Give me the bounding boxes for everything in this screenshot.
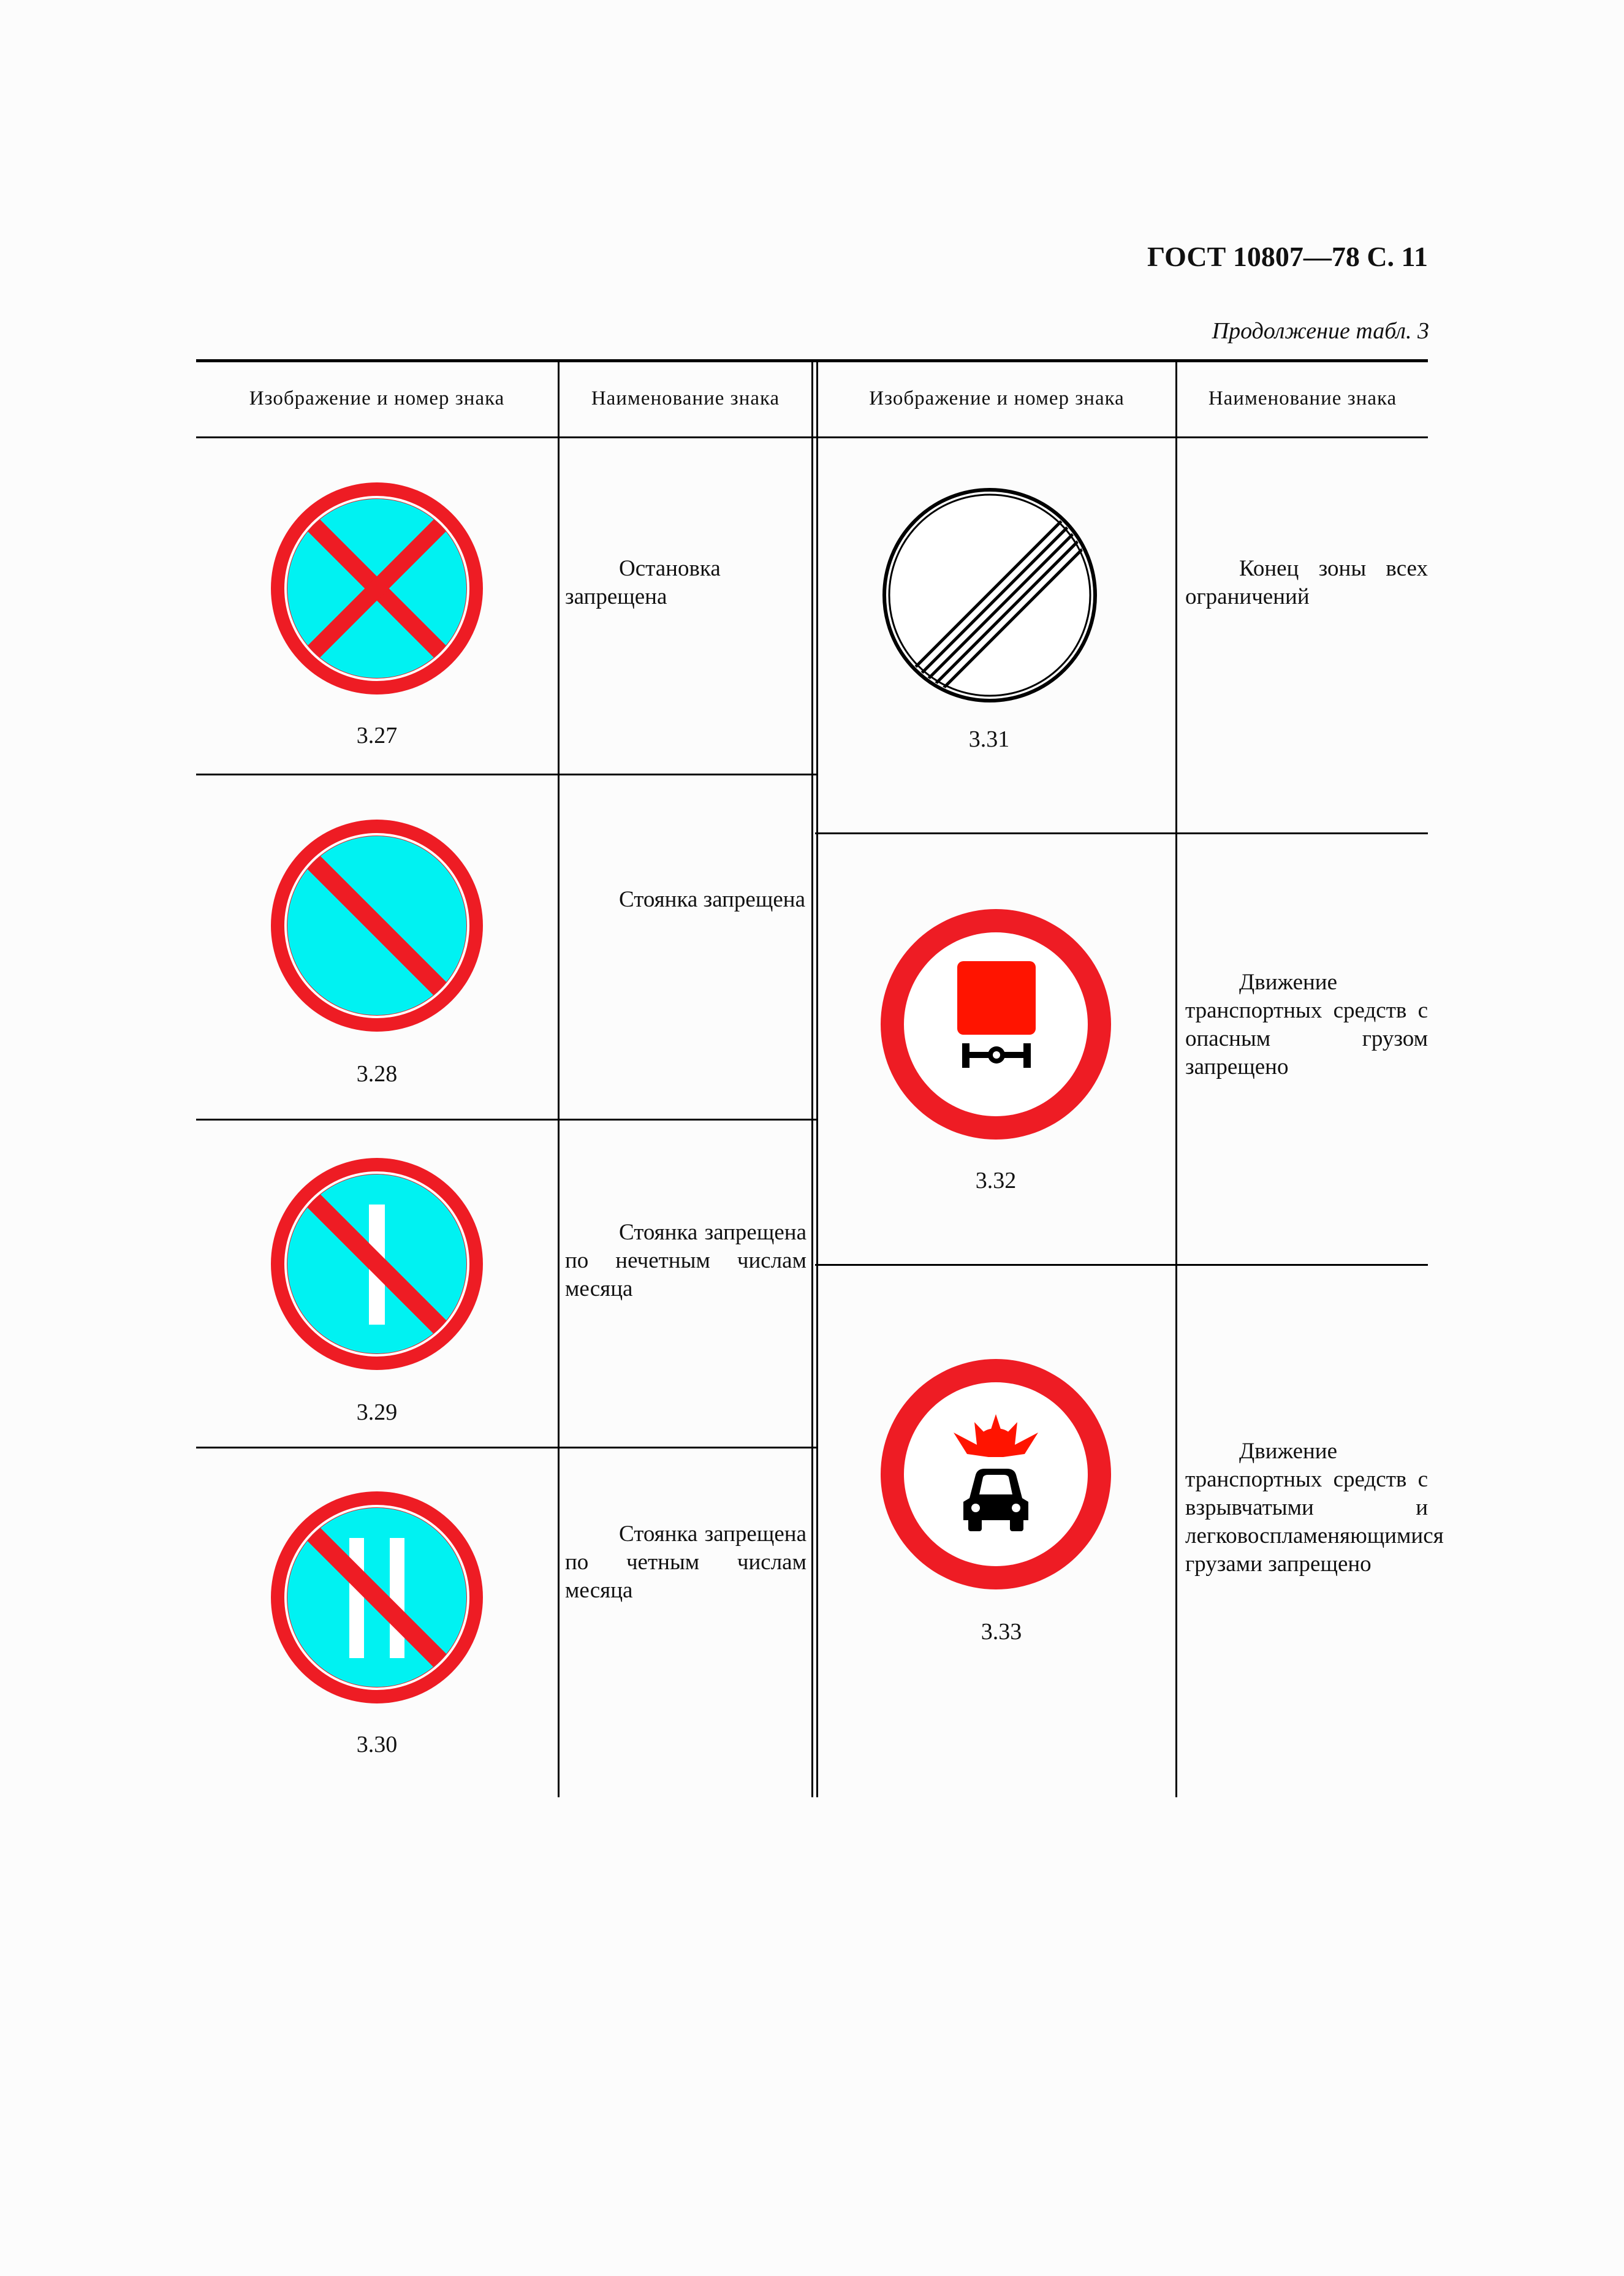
sign-number-3-33: 3.33 [981, 1619, 1022, 1645]
sign-name-3-29: Стоянка запрещена по нечетным числам месяца [565, 1220, 806, 1301]
sign-number-3-31: 3.31 [968, 726, 1010, 752]
truck-icon [957, 961, 1036, 1068]
no-parking-sign-icon [267, 815, 487, 1039]
end-of-all-restrictions-sign-icon [876, 482, 1103, 712]
sign-name-3-27: Остановка запрещена [565, 556, 721, 609]
no-parking-odd-days-sign-icon [267, 1154, 487, 1377]
table-continuation-note: Продолжение табл. 3 [1212, 318, 1429, 344]
sign-number-3-30: 3.30 [356, 1732, 398, 1757]
sign-number-3-29: 3.29 [356, 1399, 398, 1425]
no-explosive-goods-sign-icon [878, 1356, 1114, 1596]
sign-number-3-32: 3.32 [975, 1168, 1017, 1193]
sign-number-3-27: 3.27 [356, 723, 398, 748]
page-title: ГОСТ 10807—78 С. 11 [1147, 241, 1428, 272]
sign-number-3-28: 3.28 [356, 1061, 398, 1087]
no-dangerous-goods-sign-icon [878, 906, 1114, 1146]
sign-name-3-32: Движение транспортных средств с опасным грузом запрещено [1185, 970, 1428, 1079]
no-stopping-sign-icon [267, 478, 487, 702]
sign-name-3-30: Стоянка запрещена по четным числам месяца [565, 1521, 806, 1603]
column-header-image-number: Изображение и номер знака [249, 387, 505, 409]
sign-name-3-33: Движение транспортных средств с взрывчатыми и легковоспламеняющимися грузами запрещено [1185, 1439, 1444, 1577]
column-header-name: Наименование знака [591, 387, 780, 409]
column-header-image-number-2: Изображение и номер знака [869, 387, 1125, 409]
sign-name-3-28: Стоянка запрещена [619, 887, 805, 912]
column-header-name-2: Наименование знака [1208, 387, 1397, 409]
no-parking-even-days-sign-icon [267, 1487, 487, 1711]
sign-name-3-31: Конец зоны всех ограничений [1185, 556, 1428, 609]
